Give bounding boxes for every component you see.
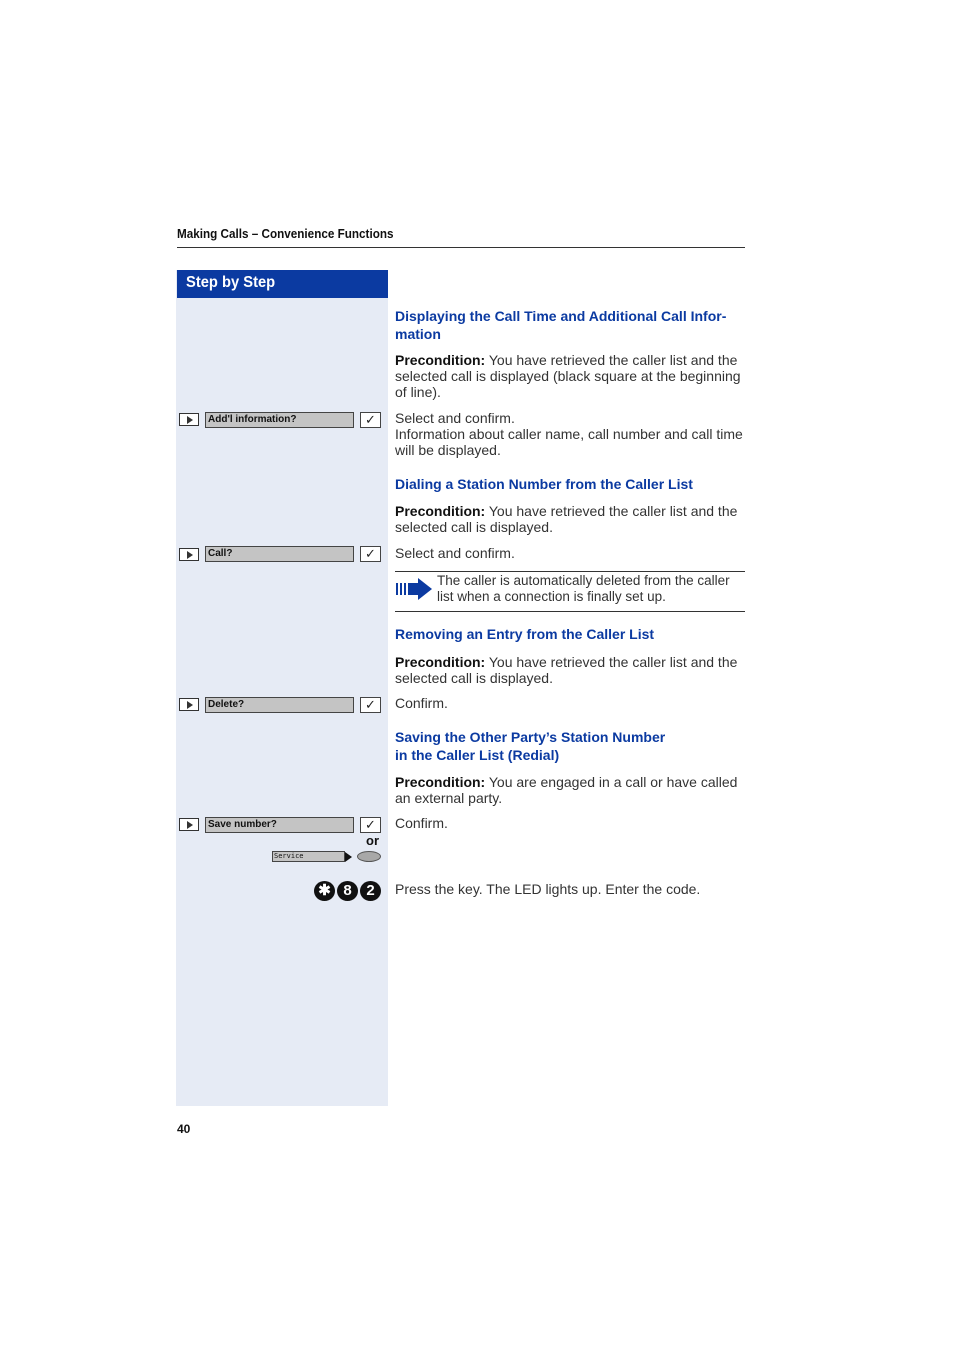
note-text: The caller is automatically deleted from the caller list when a connection is finally set up. — [437, 573, 730, 604]
precondition-label: Precondition: — [395, 503, 486, 519]
page-header-title: Making Calls – Convenience Functions — [177, 226, 394, 241]
precondition-label: Precondition: — [395, 352, 486, 368]
step-by-step-label: Step by Step — [186, 274, 276, 291]
service-led-key[interactable] — [357, 851, 381, 862]
step-text-code: Press the key. The LED lights up. Enter the code. — [395, 881, 701, 897]
section-heading-dialing: Dialing a Station Number from the Caller List — [395, 476, 693, 492]
note-arrow-icon — [395, 578, 433, 600]
step-text-call-time — [395, 410, 747, 458]
heading-line: Displaying the Call Time and Additional Call Infor- — [395, 308, 727, 324]
heading-line: in the Caller List (Redial) — [395, 747, 560, 763]
step-text-removing: Confirm. — [395, 695, 448, 711]
navigation-arrow-icon[interactable] — [179, 698, 199, 711]
precondition-text: You have retrieved the caller list and the selected call is displayed. — [395, 503, 738, 535]
step-line: Select and confirm. — [395, 410, 515, 426]
navigation-arrow-icon[interactable] — [179, 818, 199, 831]
navigation-arrow-icon[interactable] — [179, 413, 199, 426]
section-heading-removing: Removing an Entry from the Caller List — [395, 626, 655, 642]
section-heading-saving — [395, 728, 745, 764]
display-add-info: Add'l information? — [205, 412, 354, 428]
star-key-icon[interactable]: ✱ — [314, 881, 335, 901]
step-line: Information about caller name, call number and call time will be displayed. — [395, 426, 743, 458]
digit-8-key[interactable]: 8 — [337, 881, 358, 901]
confirm-check-icon[interactable]: ✓ — [360, 697, 381, 713]
display-call: Call? — [205, 546, 354, 562]
step-by-step-column — [176, 270, 388, 1106]
confirm-check-icon[interactable]: ✓ — [360, 412, 381, 428]
service-key-arrow-icon — [345, 852, 352, 862]
precondition-removing — [395, 654, 747, 686]
note-divider-top — [395, 571, 745, 572]
note-divider-bottom — [395, 611, 745, 612]
precondition-label: Precondition: — [395, 654, 486, 670]
precondition-text: You are engaged in a call or have called an external party. — [395, 774, 738, 806]
confirm-check-icon[interactable]: ✓ — [360, 546, 381, 562]
step-text-dialing: Select and confirm. — [395, 545, 515, 561]
or-label: or — [366, 833, 379, 848]
precondition-label: Precondition: — [395, 774, 486, 790]
digit-2-key[interactable]: 2 — [360, 881, 381, 901]
precondition-call-time — [395, 352, 747, 400]
service-key-label[interactable]: Service — [272, 851, 345, 862]
precondition-saving — [395, 774, 747, 806]
precondition-dialing — [395, 503, 747, 535]
step-by-step-bar — [177, 270, 388, 298]
step-text-saving: Confirm. — [395, 815, 448, 831]
heading-line: Saving the Other Party’s Station Number — [395, 729, 666, 745]
page-number: 40 — [177, 1122, 191, 1136]
heading-line: mation — [395, 326, 441, 342]
display-save-number: Save number? — [205, 817, 354, 833]
precondition-text: You have retrieved the caller list and the selected call is displayed (black square at the beginning of line). — [395, 352, 741, 400]
confirm-check-icon[interactable]: ✓ — [360, 817, 381, 833]
header-divider — [177, 247, 745, 248]
display-delete: Delete? — [205, 697, 354, 713]
navigation-arrow-icon[interactable] — [179, 548, 199, 561]
section-heading-call-time — [395, 307, 745, 343]
precondition-text: You have retrieved the caller list and the selected call is displayed. — [395, 654, 738, 686]
